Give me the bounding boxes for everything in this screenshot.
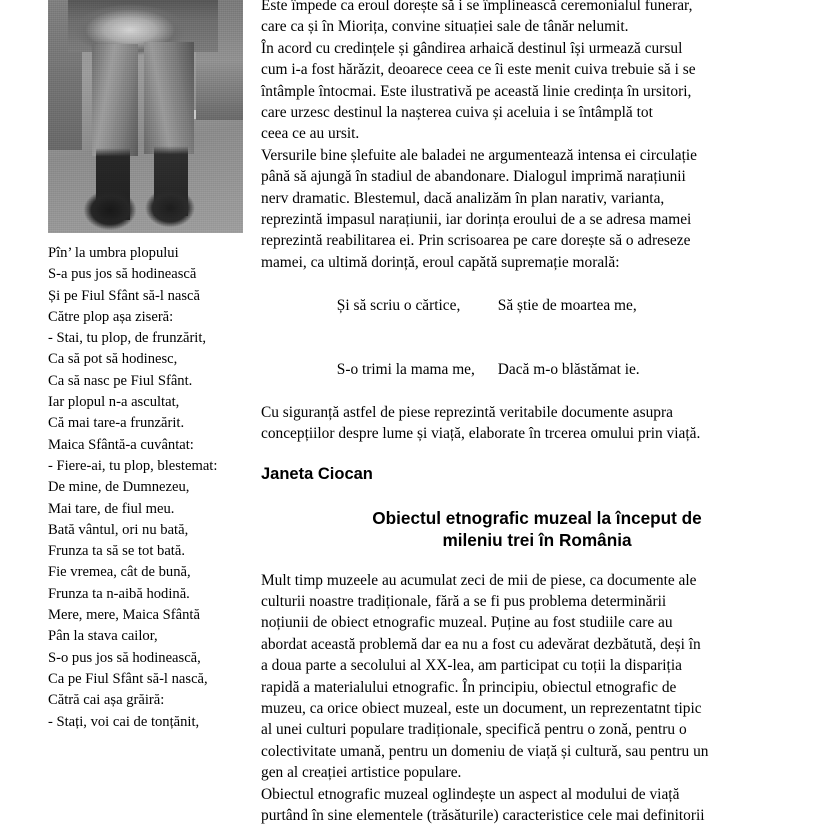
text-line: nerv dramatic. Blestemul, dacă analizăm în plan narativ, varianta, xyxy=(261,189,665,207)
paragraph-funerar xyxy=(261,0,813,145)
article-author: Janeta Ciocan xyxy=(261,464,373,483)
verse-left: Și să scriu o cărtice, xyxy=(336,296,461,314)
poem-line: Frunza ta să se tot bată. xyxy=(48,543,185,560)
poem-line: De mine, de Dumnezeu, xyxy=(48,479,190,496)
poem-line: Ca pe Fiul Sfânt să-l nască, xyxy=(48,670,208,687)
text-line: Cu siguranță astfel de piese reprezintă veritabile documente asupra xyxy=(261,403,673,421)
text-line: mamei, ca ultimă dorință, eroul capătă supremație morală: xyxy=(261,253,620,271)
poem-line: Pân la stava cailor, xyxy=(48,628,158,645)
poem-line: Frunza ta n-aibă hodină. xyxy=(48,585,190,602)
text-line: Este împede ca eroul dorește să i se împlinească ceremonialul funerar, xyxy=(261,0,693,14)
poem-line: Iar plopul n-a ascultat, xyxy=(48,394,180,411)
text-line: abordat această problemă dar ea nu a fost cu adevărat dezbătută, deși în xyxy=(261,635,701,653)
poem-line: Cătră cai așa grăiră: xyxy=(48,692,165,709)
photo-grain-overlay xyxy=(48,0,243,233)
paragraph-concluzie xyxy=(261,402,813,445)
text-line: culturii noastre tradiționale, fără a se fi pus problema determinării xyxy=(261,592,667,610)
text-line: a doua parte a secolului al XX-lea, am participat cu toții la dispariția xyxy=(261,657,682,675)
text-line: Obiectul etnografic muzeal oglindește un aspect al modului de viață xyxy=(261,785,680,803)
text-line: reprezintă impasul narațiunii, iar dorința eroului de a se adresa mamei xyxy=(261,211,692,229)
poem-line: - Stai, tu plop, de frunzărit, xyxy=(48,330,207,347)
poem-line: - Stați, voi cai de tonțănit, xyxy=(48,713,200,730)
verse-left: S-o trimi la mama me, xyxy=(336,360,475,378)
poem-line: S-o pus jos să hodinească, xyxy=(48,649,201,666)
poem-line: Bată vântul, ori nu bată, xyxy=(48,521,189,538)
poem-text xyxy=(48,243,248,733)
text-line: colectivitate umană, pentru un domeniu de viață și cultură, sau pentru un xyxy=(261,742,709,760)
poem-line: Maica Sfântă-a cuvântat: xyxy=(48,436,194,453)
verse-right: Să știe de moartea me, xyxy=(497,296,637,314)
text-line: reprezintă reabilitarea ei. Prin scrisoarea pe care dorește să o adreseze xyxy=(261,232,691,250)
text-line: muzeu, ca orice obiect muzeal, este un document, un reprezentatnt tipic xyxy=(261,699,702,717)
text-line: noțiunii de obiect etnografic muzeal. Puține au fost studiile care au xyxy=(261,614,673,632)
poem-line: Mere, mere, Maica Sfântă xyxy=(48,607,200,624)
article-title-line: mileniu trei în România xyxy=(442,530,632,551)
text-line: gen al creației artistice populare. xyxy=(261,764,462,782)
text-line: care urzesc destinul la nașterea cuiva și aceluia i se întâmplă tot xyxy=(261,104,653,122)
verse-row xyxy=(261,273,813,337)
poem-line: Fie vremea, cât de bună, xyxy=(48,564,191,581)
text-line: purtând în sine elementele (trăsăturile) caracteristice cele mai definitorii xyxy=(261,807,705,824)
poem-line: Că mai tare-a frunzărit. xyxy=(48,415,185,432)
text-line: care ca și în Miorița, convine situației sale de tânăr nelumit. xyxy=(261,18,629,36)
poem-line: Către plop așa ziseră: xyxy=(48,308,174,325)
text-line: concepțiilor despre lume și viață, elaborate în trcerea omului prin viață. xyxy=(261,425,701,443)
poem-line: Și pe Fiul Sfânt să-l nască xyxy=(48,287,200,304)
verse-right: Dacă m-o blăstămat ie. xyxy=(497,360,640,378)
poem-line: S-a pus jos să hodinească xyxy=(48,266,197,283)
text-line: Mult timp muzeele au acumulat zeci de mii de piese, ca documente ale xyxy=(261,571,697,589)
text-line: cum i-a fost hărăzit, deoarece ceea ce îi este menit cuiva trebuie să i se xyxy=(261,61,696,79)
article-title-line: Obiectul etnografic muzeal la început de xyxy=(372,507,702,528)
left-column xyxy=(48,0,248,733)
poem-line: Ca să pot să hodinesc, xyxy=(48,351,178,368)
article-title xyxy=(261,507,813,552)
quoted-verses xyxy=(261,273,813,401)
paragraph-oglindeste xyxy=(261,784,813,826)
text-line: Versurile bine șlefuite ale baladei ne argumentează intensa ei circulație xyxy=(261,146,698,164)
right-column xyxy=(261,0,813,826)
poem-line: Mai tare, de fiul meu. xyxy=(48,500,175,517)
text-line: al unei culturi populare tradiționale, specifică pentru o zonă, pentru o xyxy=(261,721,687,739)
text-line: până să ajungă în stadiul de abandonare. Dialogul imprimă narațiunii xyxy=(261,168,686,186)
ethnographic-photo xyxy=(48,0,243,233)
text-line: rapidă a materialului etnografic. În principiu, obiectul etnografic de xyxy=(261,678,677,696)
paragraph-versuri xyxy=(261,145,813,273)
poem-line: Ca să nasc pe Fiul Sfânt. xyxy=(48,372,193,389)
text-line: În acord cu credințele și gândirea arhaică destinul își urmează cursul xyxy=(261,39,683,57)
paragraph-muzee xyxy=(261,570,813,784)
text-line: ceea ce au ursit. xyxy=(261,125,360,143)
text-line: întâmple întocmai. Este ilustrativă pe această linie credința în ursitori, xyxy=(261,82,692,100)
poem-line: - Fiere-ai, tu plop, blestemat: xyxy=(48,457,218,474)
poem-line: Pîn’ la umbra plopului xyxy=(48,245,179,261)
verse-row xyxy=(261,338,813,402)
